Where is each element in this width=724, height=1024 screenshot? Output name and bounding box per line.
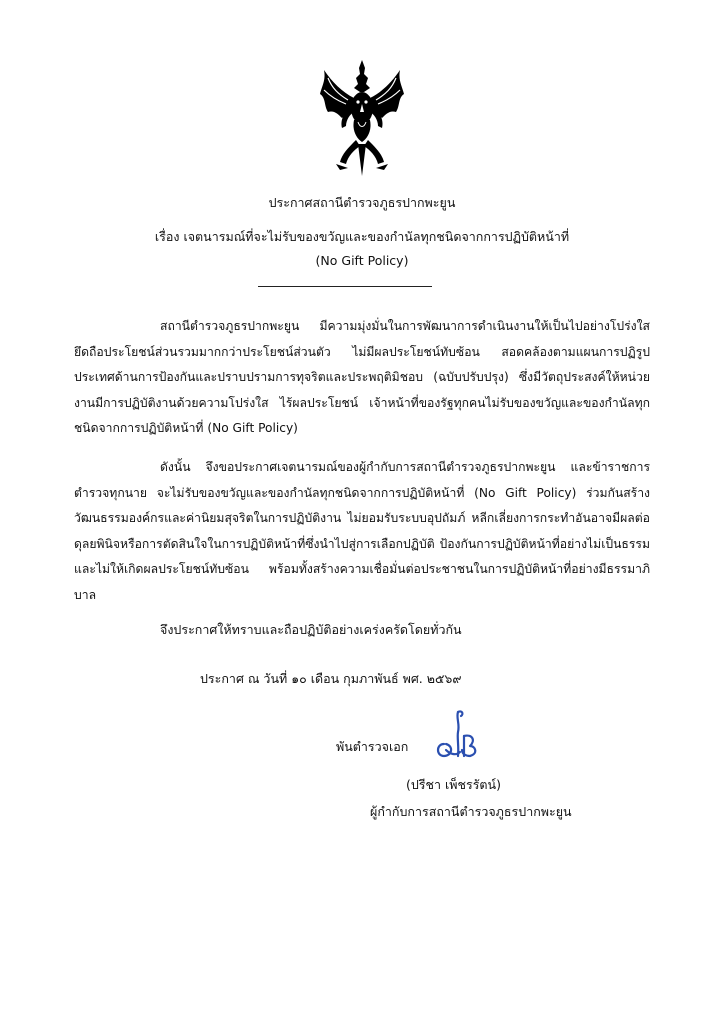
announcement-date: ประกาศ ณ วันที่ ๑๐ เดือน กุมภาพันธ์ พศ. ๒๕๖๙ [200, 671, 462, 686]
policy-label: (No Gift Policy) [315, 253, 409, 268]
handwritten-signature [428, 706, 486, 764]
announce-line: จึงประกาศให้ทราบและถือปฏิบัติอย่างเคร่งครัดโดยทั่วกัน [160, 622, 462, 637]
signatory-rank: พันตำรวจเอก [336, 739, 409, 754]
garuda-emblem-icon [318, 58, 406, 180]
announcement-subject: เรื่อง เจตนารมณ์ที่จะไม่รับของขวัญและของกำนัลทุกชนิดจากการปฏิบัติหน้าที่ [154, 229, 570, 244]
divider [258, 286, 432, 287]
signatory-position: ผู้กำกับการสถานีตำรวจภูธรปากพะยูน [370, 804, 572, 819]
body-paragraph-2: ดังนั้น จึงขอประกาศเจตนารมณ์ของผู้กำกับการสถานีตำรวจภูธรปากพะยูน และข้าราชการตำรวจทุกนาย จะไม่รับของขวัญและของกำนัลทุกชนิดจากการปฏิบัติหน้าที่ (No Gift Policy) ร่วมกันสร้างวัฒนธรรมองค์กรและค่านิยมสุจริตในการปฏิบัติงาน ไม่ยอมรับระบบอุปถัมภ์ หลีกเลี่ยงการกระทำอันอาจมีผลต่อดุลยพินิจหรือการตัดสินใจในการปฏิบัติหน้าที่ซึ่งนำไปสู่การเลือกปฏิบัติ ป้องกันการปฏิบัติหน้าที่อย่างไม่เป็นธรรม และไม่ให้เกิดผลประโยชน์ทับซ้อน พร้อมทั้งสร้างความเชื่อมั่นต่อประชาชนในการปฏิบัติหน้าที่อย่างมีธรรมาภิบาล [74, 460, 650, 602]
announcement-title: ประกาศสถานีตำรวจภูธรปากพะยูน [268, 195, 456, 210]
body-paragraph-1: สถานีตำรวจภูธรปากพะยูน มีความมุ่งมั่นในการพัฒนาการดำเนินงานให้เป็นไปอย่างโปร่งใส ยึดถือประโยชน์ส่วนรวมมากกว่าประโยชน์ส่วนตัว ไม่มีผลประโยชน์ทับซ้อน สอดคล้องตามแผนการปฏิรูปประเทศด้านการป้องกันและปราบปรามการทุจริตและประพฤติมิชอบ (ฉบับปรับปรุง) ซึ่งมีวัตถุประสงค์ให้หน่วยงานมีการปฏิบัติงานด้วยความโปร่งใส ไร้ผลประโยชน์ เจ้าหน้าที่ของรัฐทุกคนไม่รับของขวัญและของกำนัลทุกชนิดจากการปฏิบัติหน้าที่ (No Gift Policy) [74, 319, 650, 435]
signatory-name: (ปรีชา เพ็ชรรัตน์) [406, 777, 501, 792]
